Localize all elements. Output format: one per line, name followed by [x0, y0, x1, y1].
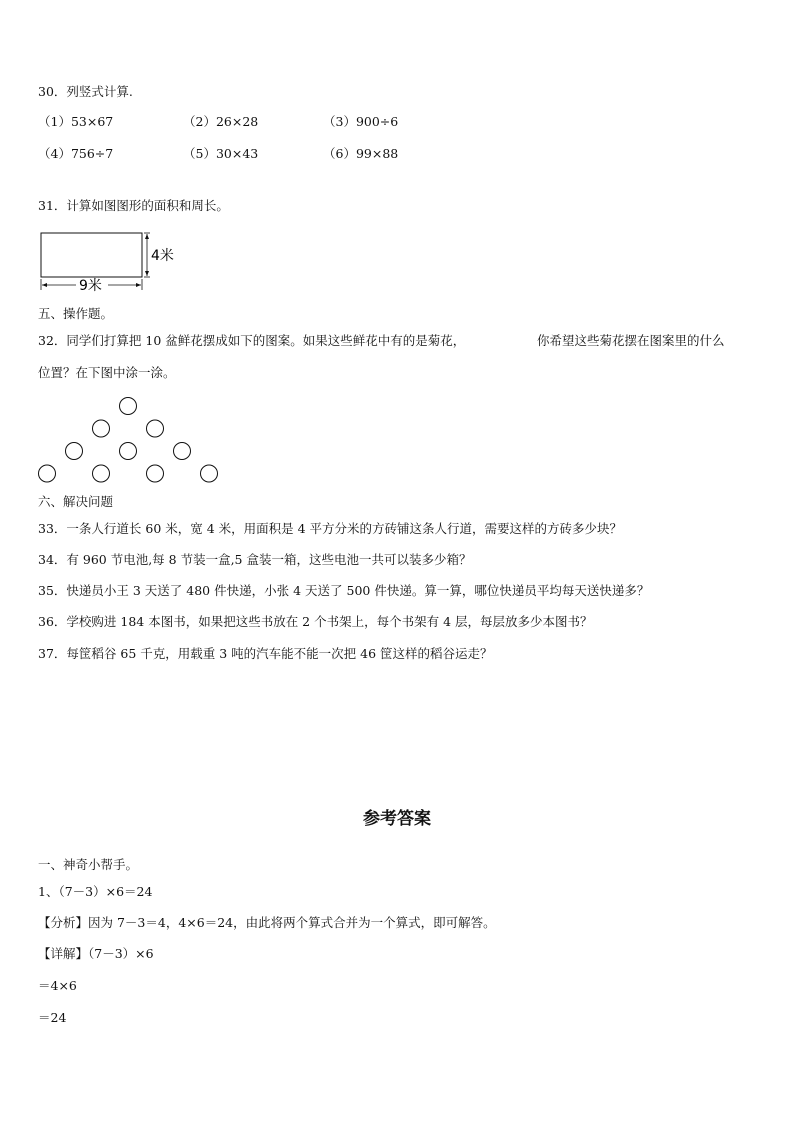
q32-line2: 位置？在下图中涂一涂。 — [38, 365, 176, 380]
problem-34: 34．有 960 节电池,每 8 节装一盒,5 盒装一箱，这些电池一共可以装多少箱？ — [38, 552, 472, 567]
problem-33: 33．一条人行道长 60 米，宽 4 米，用面积是 4 平方分米的方砖铺这条人行道，需要这样的方砖多少块？ — [38, 521, 623, 536]
answers-title: 参考答案 — [363, 809, 431, 829]
flower-circle[interactable] — [147, 420, 164, 437]
q32-line1a: 32．同学们打算把 10 盆鲜花摆成如下的图案。如果这些鲜花中有的是菊花， — [38, 333, 466, 348]
flower-circle[interactable] — [39, 465, 56, 482]
answer-1-detail: 【详解】（7－3）×6 — [38, 946, 154, 961]
answer-1-analysis: 【分析】因为 7－3＝4，4×6＝24，由此将两个算式合并为一个算式，即可解答。 — [38, 915, 496, 930]
flower-circle[interactable] — [93, 465, 110, 482]
answer-1-step-2: ＝24 — [38, 1010, 67, 1025]
answer-1-step-1: ＝4×6 — [38, 978, 77, 993]
q30-item-6: （6）99×88 — [323, 146, 399, 161]
height-label: 4米 — [151, 248, 174, 264]
q31-heading: 31．计算如图图形的面积和周长。 — [38, 198, 229, 213]
flower-circle[interactable] — [201, 465, 218, 482]
section-6-heading: 六、解决问题 — [38, 494, 114, 509]
q30-item-3: （3）900÷6 — [323, 114, 399, 129]
q30-item-1: （1）53×67 — [38, 114, 114, 129]
problem-36: 36．学校购进 184 本图书，如果把这些书放在 2 个书架上，每个书架有 4 层，每层放多少本图书？ — [38, 614, 593, 629]
flower-circle[interactable] — [120, 398, 137, 415]
rectangle-figure — [38, 230, 174, 294]
q30-item-5: （5）30×43 — [183, 146, 259, 161]
flower-circle[interactable] — [66, 443, 83, 460]
problem-35: 35．快递员小王 3 天送了 480 件快递，小张 4 天送了 500 件快递。算一算，哪位快递员平均每天送快递多？ — [38, 583, 650, 598]
answers-section-1: 一、神奇小帮手。 — [38, 857, 139, 872]
q30-item-2: （2）26×28 — [183, 114, 259, 129]
q30-item-4: （4）756÷7 — [38, 146, 114, 161]
flower-circle[interactable] — [174, 443, 191, 460]
flower-circle[interactable] — [120, 443, 137, 460]
width-label: 9米 — [79, 278, 102, 294]
q32-line1b: 你希望这些菊花摆在图案里的什么 — [537, 333, 725, 348]
answer-1: 1、（7－3）×6＝24 — [38, 884, 153, 899]
flower-circle[interactable] — [147, 465, 164, 482]
section-5-heading: 五、操作题。 — [38, 306, 114, 321]
flower-circle[interactable] — [93, 420, 110, 437]
flower-pattern — [30, 392, 230, 490]
q30-heading: 30．列竖式计算. — [38, 84, 133, 99]
problem-37: 37．每筐稻谷 65 千克，用载重 3 吨的汽车能不能一次把 46 筐这样的稻谷运走？ — [38, 646, 493, 661]
